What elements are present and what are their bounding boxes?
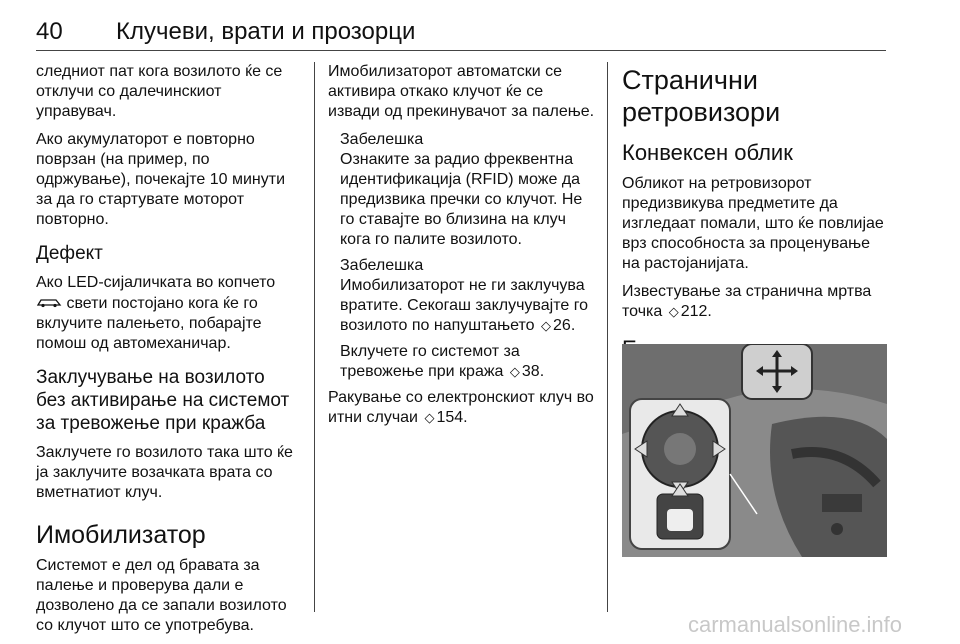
column-left [36,62,298,644]
page-title: Клучеви, врати и прозорци [116,18,416,45]
paragraph: Ракување со електронскиот клуч во итни случаи ◇ 154. [328,389,594,426]
page-ref[interactable]: 212. [680,303,712,320]
page-header [36,10,886,51]
note-text: Ознаките за радио фреквентна идентификација (RFID) може да предизвика пречки со клучот. Не го ставајте во близина на клуч кога го палите возилото. [340,151,583,248]
note-title: Забелешка [340,257,424,274]
paragraph: Имобилизаторот автоматски се активира откако клучот ќе се извади од прекинувачот за палење. [328,63,595,120]
page-ref-arrow-icon: ◇ [509,364,520,379]
page-ref[interactable]: 154. [436,409,468,426]
page-ref-arrow-icon: ◇ [668,304,679,319]
note-title: Забелешка [340,131,424,148]
paragraph: Системот е дел од бравата за палење и проверува дали е дозволено да се запали возилото со клучот што се употребува. [36,557,287,634]
paragraph: Заклучете го возилото така што ќе ја заклучите возачката врата со вметнатиот клуч. [36,444,293,501]
note-text: Вклучете го системот за тревожење при кража ◇ 38. [340,343,545,380]
note-box [328,130,596,382]
lock-heading: Заклучување на возилото без активирање на системот за тревожење при кражба [36,367,290,434]
column-right [622,62,888,370]
page-ref[interactable]: 38. [521,363,545,380]
mirror-control-illustration [622,344,887,557]
page-number: 40 [36,18,63,45]
section-heading: Странични ретровизори [622,65,781,127]
column-divider [314,62,315,612]
watermark: carmanualsonline.info [688,612,903,637]
paragraph: Обликот на ретровизорот предизвикува предметите да изгледаат помали, што ќе повлијае врз способноста за проценување на растојанијата. [622,175,884,272]
defect-paragraph: Ако LED-сијаличката во копчето свети постојано кога ќе го вклучите палењето, побарајте помош од автомеханичар. [36,274,276,352]
subsection-heading: Конвексен облик [622,140,793,165]
car-key-icon [36,293,62,313]
page-ref-arrow-icon: ◇ [541,318,552,333]
column-divider [607,62,608,612]
paragraph: Ако акумулаторот е повторно поврзан (на пример, по одржување), почекајте 10 минути за да го стартувате моторот повторно. [36,131,286,228]
column-middle [328,62,596,436]
note-text: Имобилизаторот не ги заклучува вратите. Секогаш заклучувајте го возилото по напуштањето ◇ 26. [340,277,589,334]
paragraph: Известување за странична мртва точка ◇ 212. [622,283,872,320]
defect-heading: Дефект [36,243,103,264]
page-ref[interactable]: 26. [553,317,576,334]
immobilizer-heading: Имобилизатор [36,521,206,549]
page-ref-arrow-icon: ◇ [424,410,435,425]
paragraph: следниот пат кога возилото ќе се отклучи со далечинскиот управувач. [36,63,283,120]
